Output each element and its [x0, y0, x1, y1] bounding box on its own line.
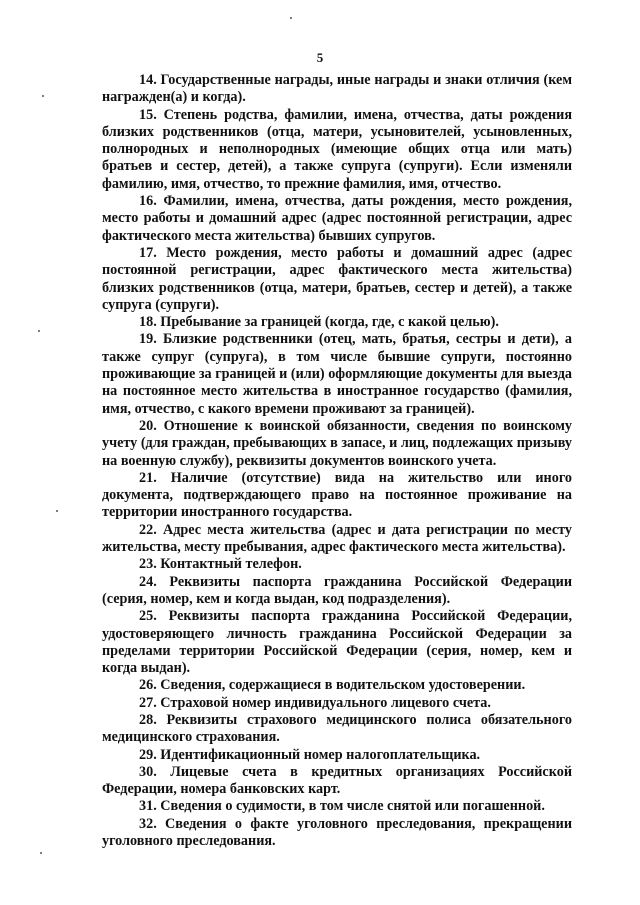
document-body [102, 72, 572, 850]
list-item-25: 25. Реквизиты паспорта гражданина Российской Федерации, удостоверяющего личность гражданина Российской Федерации за пределами территории Российской Федерации (серия, номер, кем и когда выдан). [102, 608, 572, 677]
scan-speck [56, 510, 58, 512]
list-item-15: 15. Степень родства, фамилии, имена, отчества, даты рождения близких родственников (отца, матери, усыновителей, усыновленных, полнородных и неполнородных (имеющие общих отца или мать) братьев и сестер, детей), а также супруга (супруги). Если изменяли фамилию, имя, отчество, то прежние фамилия, имя, отчество. [102, 106, 572, 192]
list-item-21: 21. Наличие (отсутствие) вида на жительство или иного документа, подтверждающего право на постоянное проживание на территории иностранного государства. [102, 469, 572, 521]
list-item-24: 24. Реквизиты паспорта гражданина Российской Федерации (серия, номер, кем и когда выдан, код подразделения). [102, 573, 572, 607]
list-item-27: 27. Страховой номер индивидуального лицевого счета. [139, 694, 491, 711]
page-number: 5 [316, 50, 324, 65]
list-item-22: 22. Адрес места жительства (адрес и дата регистрации по месту жительства, месту пребывания, адрес фактического места жительства). [102, 521, 572, 556]
list-item-29: 29. Идентификационный номер налогоплательщика. [139, 746, 481, 763]
scan-speck [40, 852, 42, 854]
scan-speck [38, 330, 40, 332]
list-item-30: 30. Лицевые счета в кредитных организациях Российской Федерации, номера банковских карт. [102, 763, 572, 798]
list-item-19: 19. Близкие родственники (отец, мать, братья, сестры и дети), а также супруг (супруга), в том числе бывшие супруги, постоянно проживающие за границей и (или) оформляющие документы для выезда на постоянное место жительства в иностранное государство (фамилия, имя, отчество, с какого времени проживают за границей). [102, 331, 573, 417]
scan-speck [290, 17, 292, 19]
list-item-18: 18. Пребывание за границей (когда, где, с какой целью). [139, 314, 499, 331]
list-item-20: 20. Отношение к воинской обязанности, сведения по воинскому учету (для граждан, пребывающих в запасе, и лиц, подлежащих призыву на военную службу), реквизиты документов воинского учета. [102, 417, 572, 469]
list-item-14: 14. Государственные награды, иные награды и знаки отличия (кем награжден(а) и когда). [102, 72, 572, 106]
list-item-31: 31. Сведения о судимости, в том числе снятой или погашенной. [139, 798, 545, 815]
list-item-23: 23. Контактный телефон. [139, 556, 302, 573]
scan-speck [42, 95, 44, 97]
list-item-17: 17. Место рождения, место работы и домашний адрес (адрес постоянной регистрации, адрес фактического места жительства) близких родственников (отца, матери, братьев, сестер и детей), а также супруга (супруги). [102, 244, 572, 313]
list-item-26: 26. Сведения, содержащиеся в водительском удостоверении. [139, 677, 526, 694]
list-item-28: 28. Реквизиты страхового медицинского полиса обязательного медицинского страхования. [102, 711, 572, 746]
list-item-32: 32. Сведения о факте уголовного преследования, прекращении уголовного преследования. [102, 815, 572, 850]
list-item-16: 16. Фамилии, имена, отчества, даты рождения, место рождения, место работы и домашний адрес (адрес постоянной регистрации, адрес фактического места жительства) бывших супругов. [102, 193, 572, 244]
